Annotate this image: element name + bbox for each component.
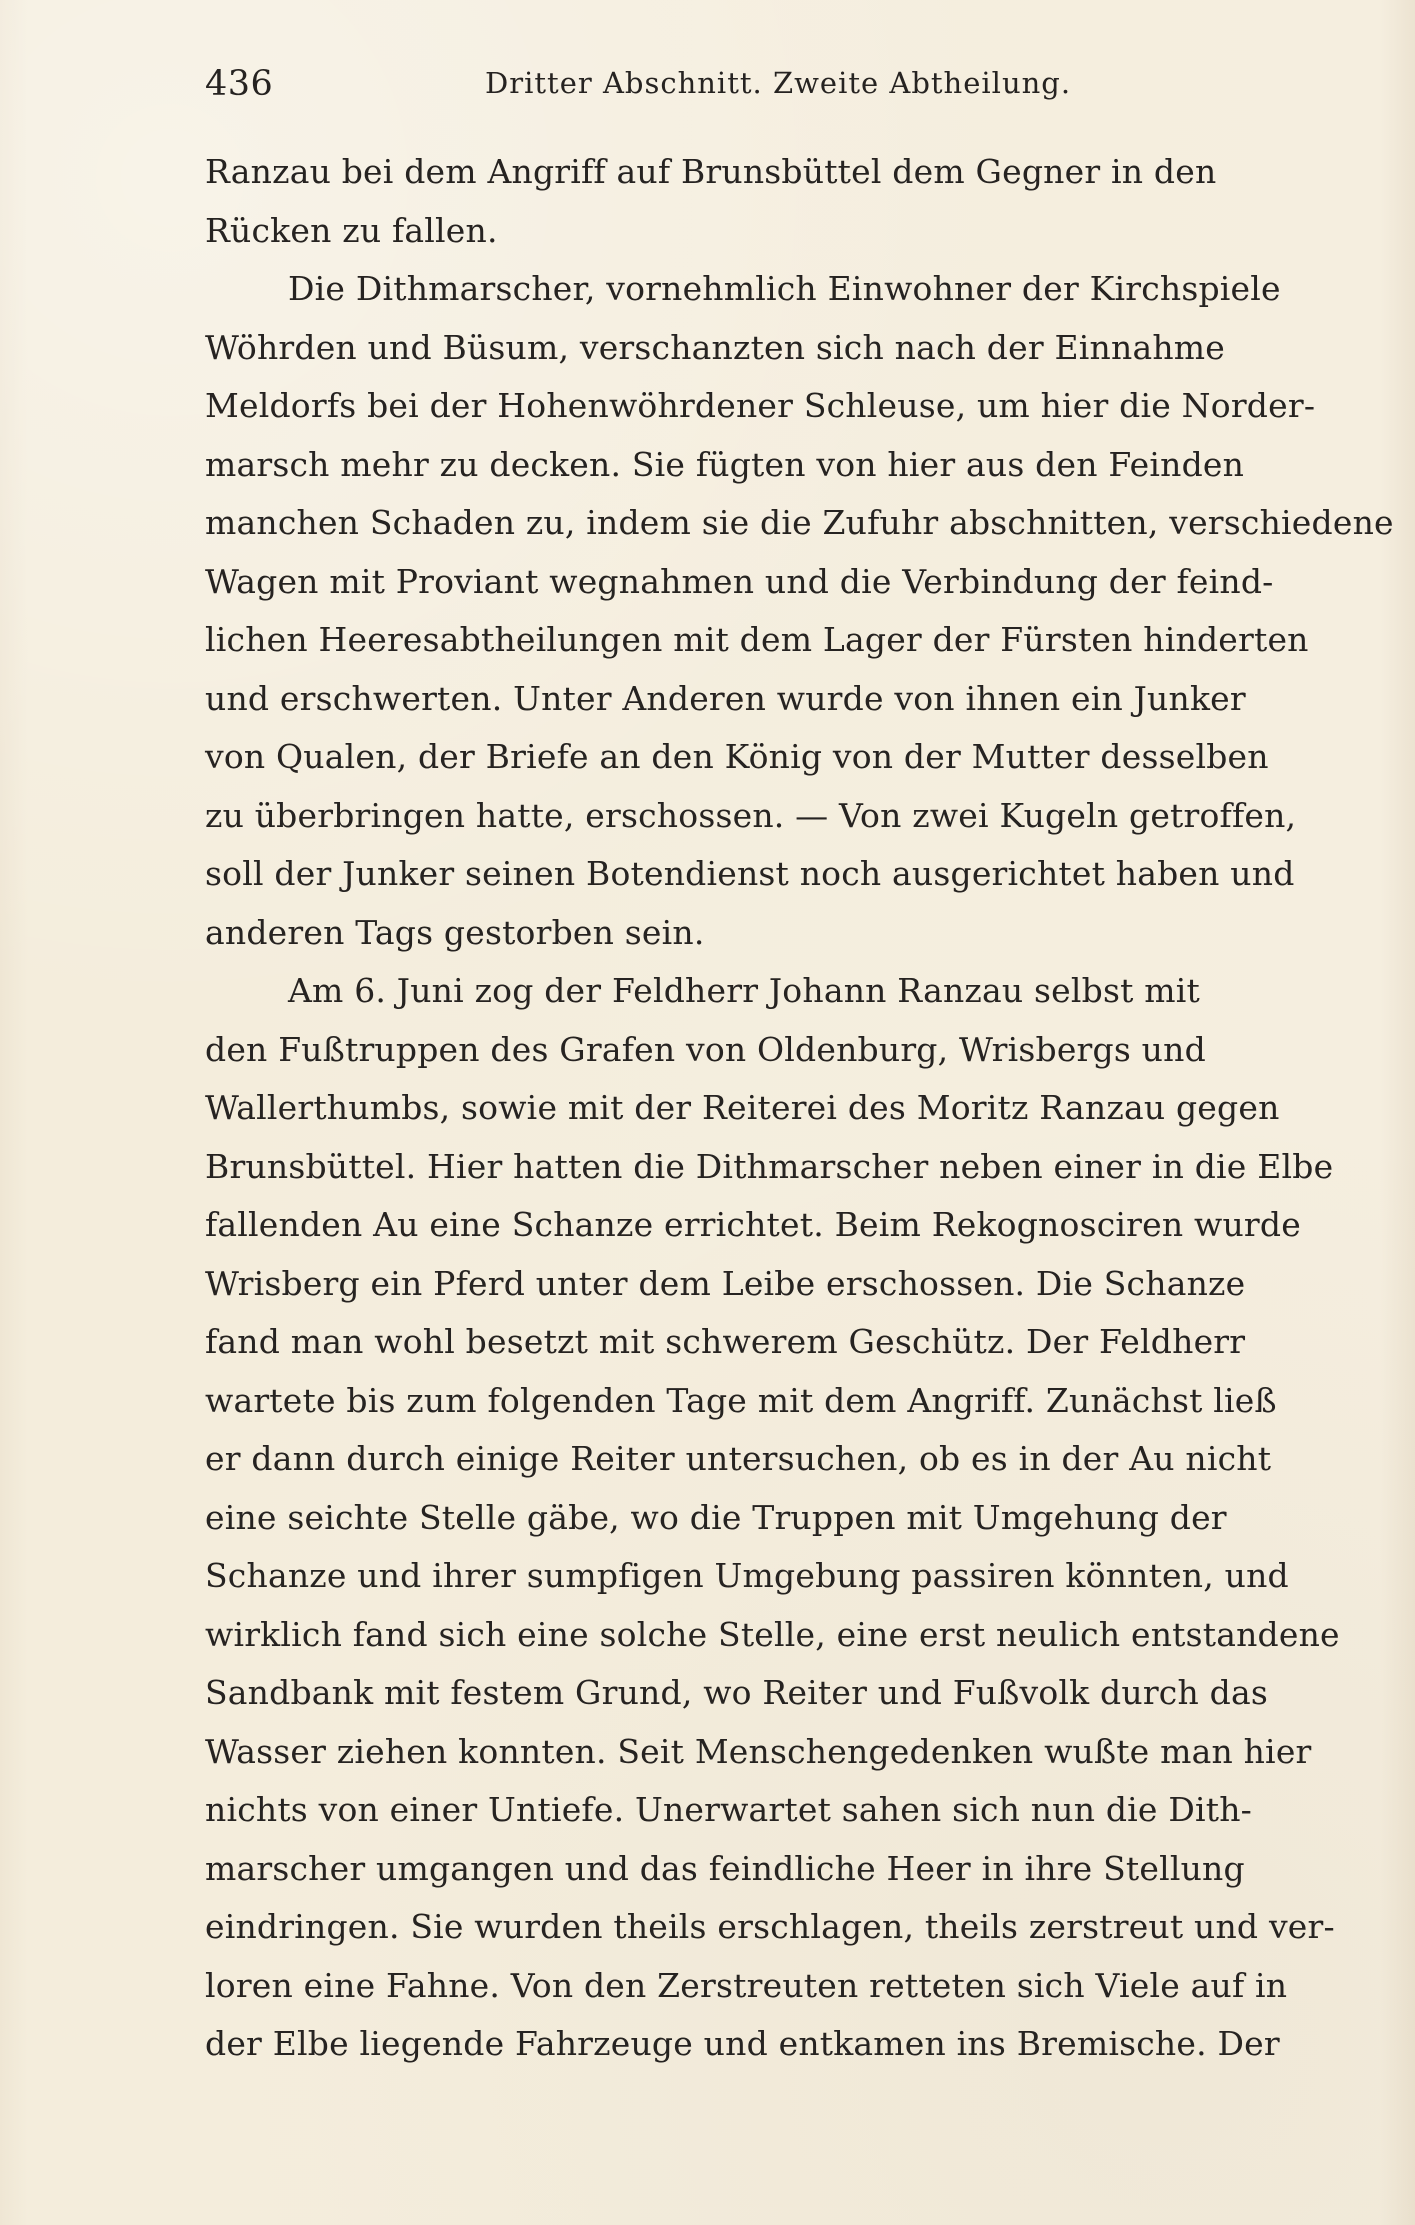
text-line: und erschwerten. Unter Anderen wurde von ihnen ein Junker bbox=[205, 678, 1246, 718]
text-line: fand man wohl besetzt mit schwerem Geschütz. Der Feldherr bbox=[205, 1322, 1246, 1361]
text-line: der Elbe liegende Fahrzeuge und entkamen ins Bremische. Der bbox=[205, 2024, 1280, 2063]
text-line: Meldorfs bei der Hohenwöhrdener Schleuse, um hier die Norder- bbox=[205, 386, 1316, 425]
text-line: Wasser ziehen konnten. Seit Menschengedenken wußte man hier bbox=[205, 1731, 1312, 1771]
text-line: den Fußtruppen des Grafen von Oldenburg, Wrisbergs und bbox=[205, 1029, 1206, 1069]
text-line: Wöhrden und Büsum, verschanzten sich nach der Einnahme bbox=[205, 327, 1226, 367]
body-text bbox=[205, 143, 1394, 2074]
text-line: Ranzau bei dem Angriff auf Brunsbüttel dem Gegner in den bbox=[205, 152, 1217, 191]
paragraph-first-line: Die Dithmarscher, vornehmlich Einwohner der Kirchspiele bbox=[288, 269, 1281, 308]
text-line: manchen Schaden zu, indem sie die Zufuhr abschnitten, verschiedene bbox=[205, 503, 1394, 542]
text-line: Wagen mit Proviant wegnahmen und die Verbindung der feind- bbox=[205, 561, 1274, 601]
text-line: eindringen. Sie wurden theils erschlagen, theils zerstreut und ver- bbox=[205, 1907, 1335, 1946]
text-line: fallenden Au eine Schanze errichtet. Beim Rekognosciren wurde bbox=[205, 1205, 1301, 1244]
text-line: Brunsbüttel. Hier hatten die Dithmarscher neben einer in die Elbe bbox=[205, 1146, 1334, 1186]
text-line: lichen Heeresabtheilungen mit dem Lager der Fürsten hinderten bbox=[205, 620, 1309, 659]
text-line: Schanze und ihrer sumpfigen Umgebung passiren könnten, und bbox=[205, 1556, 1289, 1595]
text-line: Sandbank mit festem Grund, wo Reiter und Fußvolk durch das bbox=[205, 1673, 1268, 1712]
text-line: wartete bis zum folgenden Tage mit dem Angriff. Zunächst ließ bbox=[205, 1380, 1277, 1420]
text-line: anderen Tags gestorben sein. bbox=[205, 912, 705, 952]
text-line: loren eine Fahne. Von den Zerstreuten retteten sich Viele auf in bbox=[205, 1965, 1288, 2005]
paragraph-first-line: Am 6. Juni zog der Feldherr Johann Ranzau selbst mit bbox=[288, 971, 1200, 1010]
text-line: von Qualen, der Briefe an den König von der Mutter desselben bbox=[205, 737, 1269, 776]
text-line: soll der Junker seinen Botendienst noch ausgerichtet haben und bbox=[205, 854, 1295, 893]
page-number: 436 bbox=[205, 64, 274, 104]
text-line: Rücken zu fallen. bbox=[205, 210, 498, 250]
text-line: nichts von einer Untiefe. Unerwartet sahen sich nun die Dith- bbox=[205, 1790, 1253, 1829]
text-line: zu überbringen hatte, erschossen. — Von zwei Kugeln getroffen, bbox=[205, 795, 1297, 835]
running-head: Dritter Abschnitt. Zweite Abtheilung. bbox=[485, 66, 1072, 100]
text-line: marscher umgangen und das feindliche Heer in ihre Stellung bbox=[205, 1848, 1245, 1888]
text-line: marsch mehr zu decken. Sie fügten von hier aus den Feinden bbox=[205, 444, 1245, 484]
text-line: er dann durch einige Reiter untersuchen, ob es in der Au nicht bbox=[205, 1439, 1272, 1478]
text-line: wirklich fand sich eine solche Stelle, eine erst neulich entstandene bbox=[205, 1614, 1340, 1654]
text-line: Wrisberg ein Pferd unter dem Leibe erschossen. Die Schanze bbox=[205, 1263, 1246, 1303]
page-header bbox=[205, 64, 1115, 114]
text-line: Wallerthumbs, sowie mit der Reiterei des Moritz Ranzau gegen bbox=[205, 1088, 1280, 1127]
text-line: eine seichte Stelle gäbe, wo die Truppen mit Umgehung der bbox=[205, 1497, 1227, 1537]
